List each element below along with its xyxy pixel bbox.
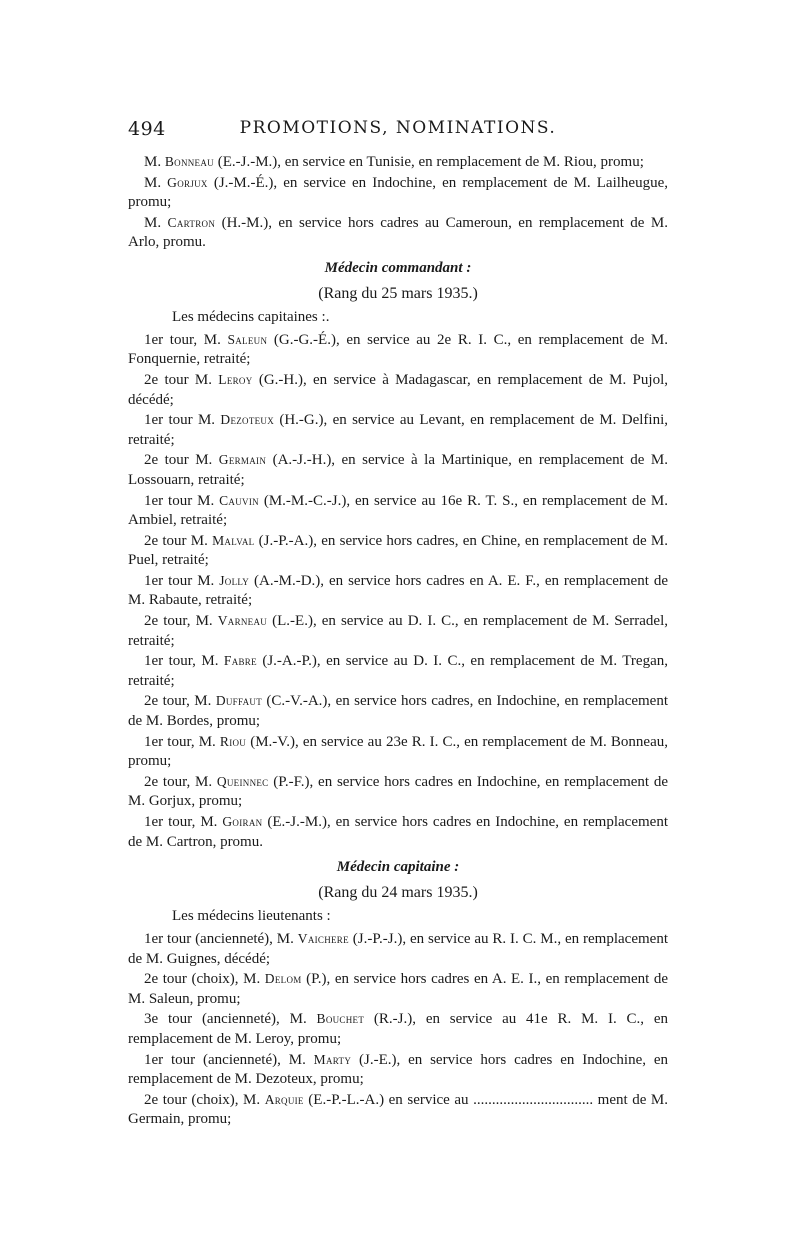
entry-prefix: 2e tour (choix), M.: [144, 971, 265, 988]
entry-prefix: M.: [144, 154, 165, 170]
person-name: Riou: [219, 733, 247, 749]
entry-prefix: 2e tour M.: [144, 532, 213, 549]
entry-prefix: 2e tour M.: [144, 452, 219, 469]
entry-prefix: 1er tour M.: [144, 412, 221, 429]
person-name: Bouchet: [316, 1011, 365, 1027]
person-name: Cauvin: [219, 492, 259, 508]
entry-prefix: 2e tour, M.: [144, 613, 218, 630]
entry-marty: [128, 1050, 668, 1090]
entry-prefix: 1er tour, M.: [144, 331, 228, 348]
entry-details: (M.-V.), en service au 23e R. I. C., en remplacement de M. Bonneau, promu;: [128, 733, 668, 770]
person-name: Fabre: [223, 653, 257, 669]
entry-bouchet: [128, 1009, 668, 1049]
entry-prefix: 1er tour M.: [144, 492, 220, 509]
entry-details: (J.-E.), en service hors cadres en Indochine, en remplacement de M. Dezoteux, promu;: [128, 1051, 668, 1088]
person-name: Leroy: [218, 371, 253, 387]
page-number: 494: [128, 118, 166, 140]
person-name: Vaichere: [297, 930, 349, 946]
person-name: Delom: [264, 971, 302, 987]
entry-bonneau: [128, 152, 668, 173]
entry-details: (J.-A.-P.), en service au D. I. C., en remplacement de M. Tregan, retraité;: [128, 653, 668, 689]
person-name: Gorjux: [167, 174, 208, 190]
rank-date: (Rang du 24 mars 1935.): [318, 883, 478, 901]
entry-prefix: 1er tour (ancienneté), M.: [144, 1051, 314, 1068]
entry-details: (C.-V.-A.), en service hors cadres, en Indochine, en remplacement de M. Bordes, promu;: [128, 693, 668, 730]
page-header: [128, 118, 668, 146]
document-body: [128, 152, 668, 1130]
entry-dezoteux: [128, 410, 668, 450]
entry-goiran: [128, 812, 668, 852]
entry-prefix: M.: [144, 214, 168, 231]
entry-queinnec: [128, 772, 668, 812]
entry-details: (G.-H.), en service à Madagascar, en remplacement de M. Pujol, décédé;: [128, 371, 668, 408]
entry-delom: [128, 969, 668, 1009]
person-name: Malval: [212, 532, 255, 548]
person-name: Germain: [218, 452, 267, 468]
entry-jolly: [128, 571, 668, 611]
person-name: Cartron: [167, 214, 216, 230]
entry-details: (L.-E.), en service au D. I. C., en remplacement de M. Serradel, retraité;: [128, 613, 669, 649]
entry-duffaut: [128, 691, 668, 731]
entry-details: (J.-P.-J.), en service au R. I. C. M., en remplacement de M. Guignes, décédé;: [128, 930, 668, 967]
entry-details: (E.-J.-M.), en service en Tunisie, en remplacement de M. Riou, promu;: [213, 154, 644, 170]
entry-details: (A.-M.-D.), en service hors cadres en A. E. F., en remplacement de M. Rabaute, retraité;: [128, 572, 668, 609]
entry-prefix: 3e tour (ancienneté), M.: [144, 1011, 317, 1028]
entry-gorjux: [128, 173, 668, 213]
person-name: Queinnec: [216, 773, 269, 789]
running-title: PROMOTIONS, NOMINATIONS.: [239, 118, 557, 138]
rank-date: (Rang du 25 mars 1935.): [318, 284, 478, 302]
entry-fabre: [128, 651, 668, 691]
entry-vaichere: [128, 929, 668, 969]
person-name: Goiran: [222, 814, 263, 829]
person-name: Jolly: [219, 572, 250, 588]
entry-prefix: 2e tour, M.: [144, 693, 216, 710]
entry-prefix: 2e tour, M.: [144, 773, 217, 790]
person-name: Marty: [313, 1051, 352, 1067]
entry-prefix: 2e tour M.: [144, 371, 219, 388]
entry-riou: [128, 732, 668, 772]
entry-prefix: 1er tour, M.: [144, 814, 223, 830]
entry-cartron: [128, 213, 668, 253]
section-heading: Médecin commandant :: [324, 259, 472, 276]
entry-prefix: 1er tour, M.: [144, 733, 220, 750]
group-intro: Les médecins lieutenants :: [172, 908, 331, 925]
entry-arquie: [128, 1090, 668, 1130]
entry-prefix: 1er tour (ancienneté), M.: [144, 930, 298, 947]
entry-cauvin: [128, 491, 668, 531]
entry-prefix: 1er tour M.: [144, 572, 220, 589]
entry-details: (A.-J.-H.), en service à la Martinique, en remplacement de M. Lossouarn, retraité;: [128, 452, 668, 488]
entry-details: (M.-M.-C.-J.), en service au 16e R. T. S., en remplacement de M. Ambiel, retraité;: [128, 492, 668, 529]
entry-details: (H.-M.), en service hors cadres au Cameroun, en remplacement de M. Arlo, promu.: [128, 214, 669, 251]
entry-varneau: [128, 611, 668, 651]
person-name: Duffaut: [215, 693, 263, 709]
group-intro: Les médecins capitaines :.: [172, 309, 330, 326]
entry-leroy: [128, 370, 668, 410]
entry-details: (J.-M.-É.), en service en Indochine, en remplacement de M. Lailheugue, promu;: [128, 174, 668, 211]
person-name: Bonneau: [164, 154, 214, 169]
person-name: Dezoteux: [220, 412, 275, 428]
entry-details: (R.-J.), en service au 41e R. M. I. C., en remplacement de M. Leroy, promu;: [128, 1011, 668, 1047]
entry-prefix: 2e tour (choix), M.: [144, 1091, 265, 1108]
entry-prefix: 1er tour, M.: [144, 653, 224, 670]
entry-germain: [128, 450, 668, 490]
person-name: Arquie: [264, 1091, 304, 1107]
entry-malval: [128, 531, 668, 571]
entry-saleun: [128, 330, 668, 370]
entry-prefix: M.: [144, 174, 168, 191]
entry-details: (G.-G.-É.), en service au 2e R. I. C., en remplacement de M. Fonquernie, retraité;: [128, 331, 668, 368]
entry-details: (P.), en service hors cadres en A. E. I., en remplacement de M. Saleun, promu;: [128, 971, 669, 1007]
section-heading: Médecin capitaine :: [336, 859, 460, 876]
entry-details: (J.-P.-A.), en service hors cadres, en Chine, en remplacement de M. Puel, retraité;: [128, 532, 668, 569]
entry-details: (E.-P.-L.-A.) en service au ................................ ment de M. Germain, promu;: [128, 1091, 668, 1128]
person-name: Varneau: [217, 613, 268, 629]
person-name: Saleun: [227, 331, 268, 347]
entry-details: (H.-G.), en service au Levant, en remplacement de M. Delfini, retraité;: [128, 412, 668, 448]
entry-details: (P.-F.), en service hors cadres en Indochine, en remplacement de M. Gorjux, promu;: [128, 773, 669, 810]
entry-details: (E.-J.-M.), en service hors cadres en Indochine, en remplacement de M. Cartron, promu.: [128, 814, 668, 850]
